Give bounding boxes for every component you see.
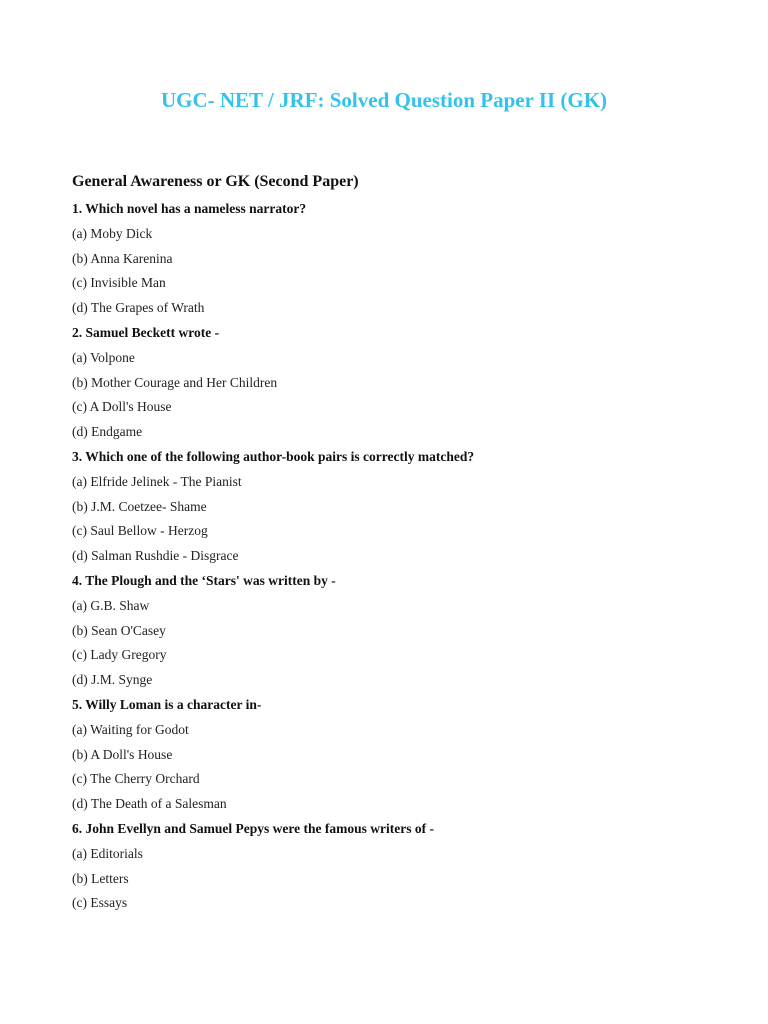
answer-option: (a) Volpone [72, 349, 135, 365]
answer-option: (b) Sean O'Casey [72, 622, 166, 638]
document-content [72, 171, 712, 916]
answer-option: (d) Salman Rushdie - Disgrace [72, 548, 239, 564]
question-4 [72, 569, 712, 693]
answer-option: (c) Lady Gregory [72, 647, 167, 663]
question-text: 4. The Plough and the ‘Stars' was written by - [72, 572, 336, 588]
answer-option: (c) Invisible Man [72, 275, 166, 291]
question-1 [72, 197, 712, 321]
answer-option: (b) A Doll's House [72, 746, 173, 762]
answer-option: (a) G.B. Shaw [72, 597, 150, 613]
question-5 [72, 693, 712, 817]
answer-option: (a) Waiting for Godot [72, 721, 189, 737]
answer-option: (c) Essays [72, 895, 128, 911]
page-title: UGC- NET / JRF: Solved Question Paper II (GK) [160, 88, 608, 112]
answer-option: (d) The Grapes of Wrath [72, 300, 205, 316]
question-text: 6. John Evellyn and Samuel Pepys were the famous writers of - [72, 820, 434, 836]
question-text: 3. Which one of the following author-book pairs is correctly matched? [72, 448, 475, 464]
question-text: 2. Samuel Beckett wrote - [72, 324, 220, 340]
answer-option: (c) The Cherry Orchard [72, 771, 200, 787]
answer-option: (c) Saul Bellow - Herzog [72, 523, 208, 539]
answer-option: (d) Endgame [72, 424, 143, 440]
answer-option: (a) Moby Dick [72, 225, 153, 241]
answer-option: (a) Editorials [72, 845, 143, 861]
question-2 [72, 321, 712, 445]
section-heading: General Awareness or GK (Second Paper) [72, 173, 359, 190]
answer-option: (b) Letters [72, 870, 129, 886]
answer-option: (b) Anna Karenina [72, 250, 173, 266]
question-text: 5. Willy Loman is a character in- [72, 696, 262, 712]
question-text: 1. Which novel has a nameless narrator? [72, 201, 307, 216]
question-3 [72, 445, 712, 569]
question-6 [72, 817, 712, 916]
answer-option: (d) J.M. Synge [72, 672, 153, 688]
answer-option: (b) J.M. Coetzee- Shame [72, 498, 207, 514]
answer-option: (c) A Doll's House [72, 399, 172, 415]
answer-option: (d) The Death of a Salesman [72, 796, 227, 812]
answer-option: (a) Elfride Jelinek - The Pianist [72, 473, 242, 489]
answer-option: (b) Mother Courage and Her Children [72, 374, 278, 390]
